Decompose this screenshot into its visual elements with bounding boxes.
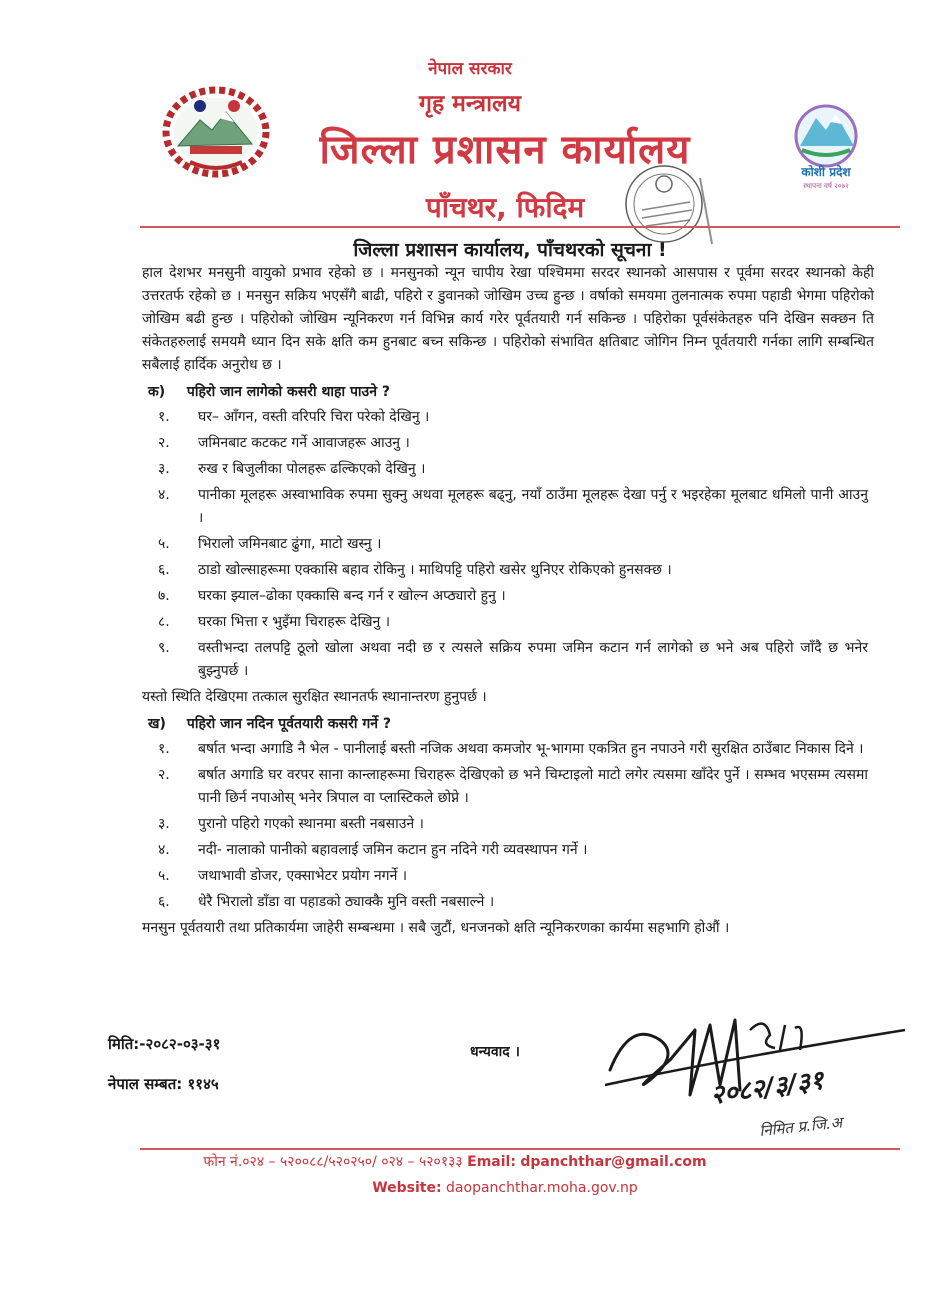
footer-email-label: Email: [467,1154,516,1170]
item-number: १. [158,409,170,425]
list-item [142,406,874,429]
list-item [142,559,874,582]
footer-website-link[interactable]: daopanchthar.moha.gov.np [446,1180,638,1196]
section-a-conclusion: यस्तो स्थिति देखिएमा तत्काल सुरक्षित स्थानतर्फ स्थानान्तरण हुनुपर्छ । [142,689,487,705]
item-number: ३. [158,816,170,832]
notice-body [142,262,874,942]
thanks-text: धन्यवाद । [470,1044,520,1060]
item-text: भिरालो जमिनबाट ढुंगा, माटो खस्नु । [198,536,382,552]
section-b-list [142,738,874,914]
koshi-logo-text: कोशी प्रदेश [801,165,851,179]
item-text: बर्षात भन्दा अगाडि नै भेल - पानीलाई बस्ती नजिक अथवा कमजोर भू-भागमा एकत्रित हुन नपाउने गरी सुरक्षित ठाउँबाट निकास दिने । [198,741,864,757]
signature-title: निमित प्र.जि.अ [758,1113,843,1140]
list-item [142,484,874,530]
section-b-label: ख) [148,716,166,732]
item-number: ५. [158,536,170,552]
item-text: धेरै भिरालो डाँडा वा पहाडको ठ्याक्कै मुनि वस्ती नबसाल्ने । [198,894,495,910]
item-number: २. [158,435,170,451]
item-text: पुरानो पहिरो गएको स्थानमा बस्ती नबसाउने । [198,816,424,832]
item-number: ९. [158,640,170,656]
item-text: नदी- नालाको पानीको बहावलाई जमिन कटान हुन नदिने गरी व्यवस्थापन गर्ने । [198,842,588,858]
office-location: पाँचथर, फिदिम [425,191,585,224]
list-item [142,865,874,888]
item-text: घरका झ्याल–ढोका एक्कासि बन्द गर्न र खोल्न अप्ठ्यारो हुनु । [198,588,506,604]
list-item [142,458,874,481]
item-number: ४. [158,842,170,858]
notice-title: जिल्ला प्रशासन कार्यालय, पाँचथरको सूचना ! [353,239,667,261]
list-item [142,891,874,914]
list-item [142,533,874,556]
list-item [142,839,874,862]
item-text: ठाडो खोल्साहरूमा एक्कासि बहाव रोकिनु । माथिपट्टि पहिरो खसेर थुनिएर रोकिएको हुनसक्छ । [198,562,672,578]
item-text: जमिनबाट कटकट गर्ने आवाजहरू आउनु । [198,435,410,451]
office-name: जिल्ला प्रशासन कार्यालय [319,127,691,173]
item-text: जथाभावी डोजर, एक्साभेटर प्रयोग नगर्ने । [198,868,408,884]
item-number: ४. [158,487,170,503]
footer-email-link[interactable]: dpanchthar@gmail.com [520,1154,707,1170]
item-number: ३. [158,461,170,477]
closing-line: मनसुन पूर्वतयारी तथा प्रतिकार्यमा जाहेरी सम्बन्धमा । सबै जुटौं, धनजनको क्षति न्यूनिकरणका कार्यमा सहभागि होऔं । [142,920,730,936]
list-item [142,637,874,683]
list-item [142,432,874,455]
list-item [142,738,874,761]
section-b-title: पहिरो जान नदिन पूर्वतयारी कसरी गर्ने ? [186,716,392,732]
item-number: ५. [158,868,170,884]
item-text: पानीका मूलहरू अस्वाभाविक रुपमा सुक्नु अथवा मूलहरू बढ्नु, नयाँ ठाउँमा मूलहरू देखा पर्नु र भइरहेका मूलबाट धमिलो पानी आउनु । [198,487,868,526]
handwritten-signature [600,1000,920,1145]
item-number: १. [158,741,170,757]
item-number: ६. [158,562,170,578]
footer-divider [140,1148,900,1150]
header-divider [140,226,900,228]
item-text: घरका भित्ता र भुइँमा चिराहरू देखिनु । [198,614,391,630]
government-name: नेपाल सरकार [428,59,512,79]
item-text: बर्षात अगाडि घर वरपर साना कान्लाहरूमा चिराहरू देखिएको छ भने चिम्टाइलो माटो लगेर त्यसमा खाँदेर पुर्ने । सम्भव भएसम्म त्यसमा पानी छिर्न नपाओस् भनेर त्रिपाल वा प्लास्टिकले छोप्ने । [198,767,868,806]
list-item [142,764,874,810]
footer-contact [0,1152,910,1171]
item-number: ८. [158,614,170,630]
item-text: घर– आँगन, वस्ती वरिपरि चिरा परेको देखिनु । [198,409,430,425]
koshi-logo-subtext: स्थापना वर्ष २०७२ [803,182,849,190]
list-item [142,585,874,608]
ministry-name: गृह मन्त्रालय [419,91,521,117]
signature-date: २०८२/३/३१ [708,1065,826,1111]
section-a-list [142,406,874,683]
item-text: रुख र बिजुलीका पोलहरू ढल्किएको देखिनु । [198,461,426,477]
item-text: वस्तीभन्दा तलपट्टि ठूलो खोला अथवा नदी छ र त्यसले सक्रिय रुपमा जमिन कटान गर्न लागेको छ भने अब पहिरो जाँदै छ भनेर बुझ्नुपर्छ । [198,640,868,679]
list-item [142,611,874,634]
list-item [142,813,874,836]
notice-date: मिति:-२०८२-०३-३१ [108,1035,221,1053]
section-a-title: पहिरो जान लागेको कसरी थाहा पाउने ? [186,384,390,400]
nepal-samvat: नेपाल सम्बत: ११४५ [108,1075,219,1093]
item-number: ६. [158,894,170,910]
footer-phone: फोन नं.०२४ – ५२००८८/५२०२५०/ ०२४ – ५२०१३३ [203,1154,463,1170]
section-a-heading [148,381,874,404]
section-b-heading [148,713,874,736]
item-number: ७. [158,588,170,604]
footer-website-label: Website: [372,1180,442,1196]
footer-website [0,1180,940,1196]
intro-paragraph: हाल देशभर मनसुनी वायुको प्रभाव रहेको छ । मनसुनको न्यून चापीय रेखा पश्चिममा सरदर स्थानको आसपास र पूर्वमा सरदर स्थानको केही उत्तरतर्फ रहेको छ । मनसुन सक्रिय भएसँगै बाढी, पहिरो र डुवानको जोखिम उच्च हुन्छ । वर्षाको समयमा तुलनात्मक रुपमा पहाडी भेगमा पहिरोको जोखिम बढी हुन्छ । पहिरोको जोखिम न्यूनिकरण गर्न विभिन्न कार्य गरेर पूर्वतयारी गर्न सकिन्छ । पहिरोका पूर्वसंकेतहरु पनि देखिन सक्छन ति संकेतहरुलाई समयमै ध्यान दिन सके क्षति कम हुनबाट बच्न सकिन्छ । पहिरोको संभावित क्षतिबाट जोगिन निम्न पूर्वतयारी गर्नका लागि सम्बन्धित सबैलाई हार्दिक अनुरोध छ । [142,265,874,373]
section-a-label: क) [148,384,166,400]
item-number: २. [158,767,170,783]
